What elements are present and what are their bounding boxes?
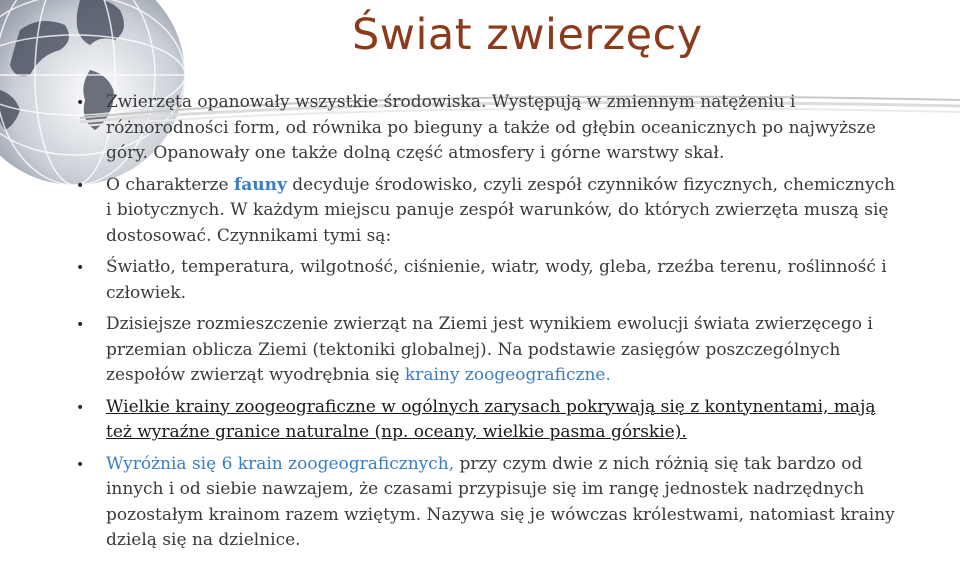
bullet-text: przy czym dwie z nich różnią się tak bardzo od innych i od siebie nawzajem, że czasami przypisuje się im rangę jednostek nadrzędnych pozostałym krainom razem wziętym. Nazywa się je wówczas królestwami, natomiast krainy dzielą się na dzielnice. xyxy=(106,453,895,550)
bullet-icon: • xyxy=(76,95,85,111)
bullet-icon: • xyxy=(76,317,85,333)
list-item xyxy=(70,173,900,250)
bullet-text: Wielkie krainy zoogeograficzne w ogólnych zarysach pokrywają się z kontynentami, mają też wyraźne granice naturalne (np. oceany, wielkie pasma górskie). xyxy=(106,396,876,442)
page-title: Świat zwierzęcy xyxy=(352,10,703,60)
list-item xyxy=(70,255,900,306)
bullet-list xyxy=(70,90,900,560)
list-item xyxy=(70,90,900,167)
list-item xyxy=(70,312,900,389)
bullet-icon: • xyxy=(76,260,85,276)
bullet-icon: • xyxy=(76,177,85,194)
bullet-text: decyduje środowisko, czyli zespół czynników fizycznych, chemicznych i biotycznych. W każdym miejscu panuje zespół warunków, do których zwierzęta muszą się dostosować. Czynnikami tymi są: xyxy=(106,174,896,246)
highlight-term: Wyróżnia się 6 krain zoogeograficznych, xyxy=(106,453,455,474)
bullet-text: Światło, temperatura, wilgotność, ciśnienie, wiatr, wody, gleba, rzeźba terenu, roślinność i człowiek. xyxy=(106,257,887,303)
bullet-text: Zwierzęta opanowały wszystkie środowiska. Występują w zmiennym natężeniu i różnorodności form, od równika po bieguny a także od głębin oceanicznych po najwyższe góry. Opanowały one także dolną część atmosfery i górne warstwy skał. xyxy=(106,92,876,163)
list-item xyxy=(70,395,900,446)
bullet-text: Dzisiejsze rozmieszczenie zwierząt na Ziemi jest wynikiem ewolucji świata zwierzęcego i przemian oblicza Ziemi (tektoniki globalnej). Na podstawie zasięgów poszczególnych zespołów zwierząt wyodrębnia się xyxy=(106,314,873,385)
bullet-icon: • xyxy=(76,399,85,416)
bullet-icon: • xyxy=(76,456,85,473)
highlight-term: fauny xyxy=(233,174,287,195)
list-item xyxy=(70,452,900,554)
highlight-term: krainy zoogeograficzne. xyxy=(404,365,611,385)
bullet-text: O charakterze xyxy=(106,174,234,195)
